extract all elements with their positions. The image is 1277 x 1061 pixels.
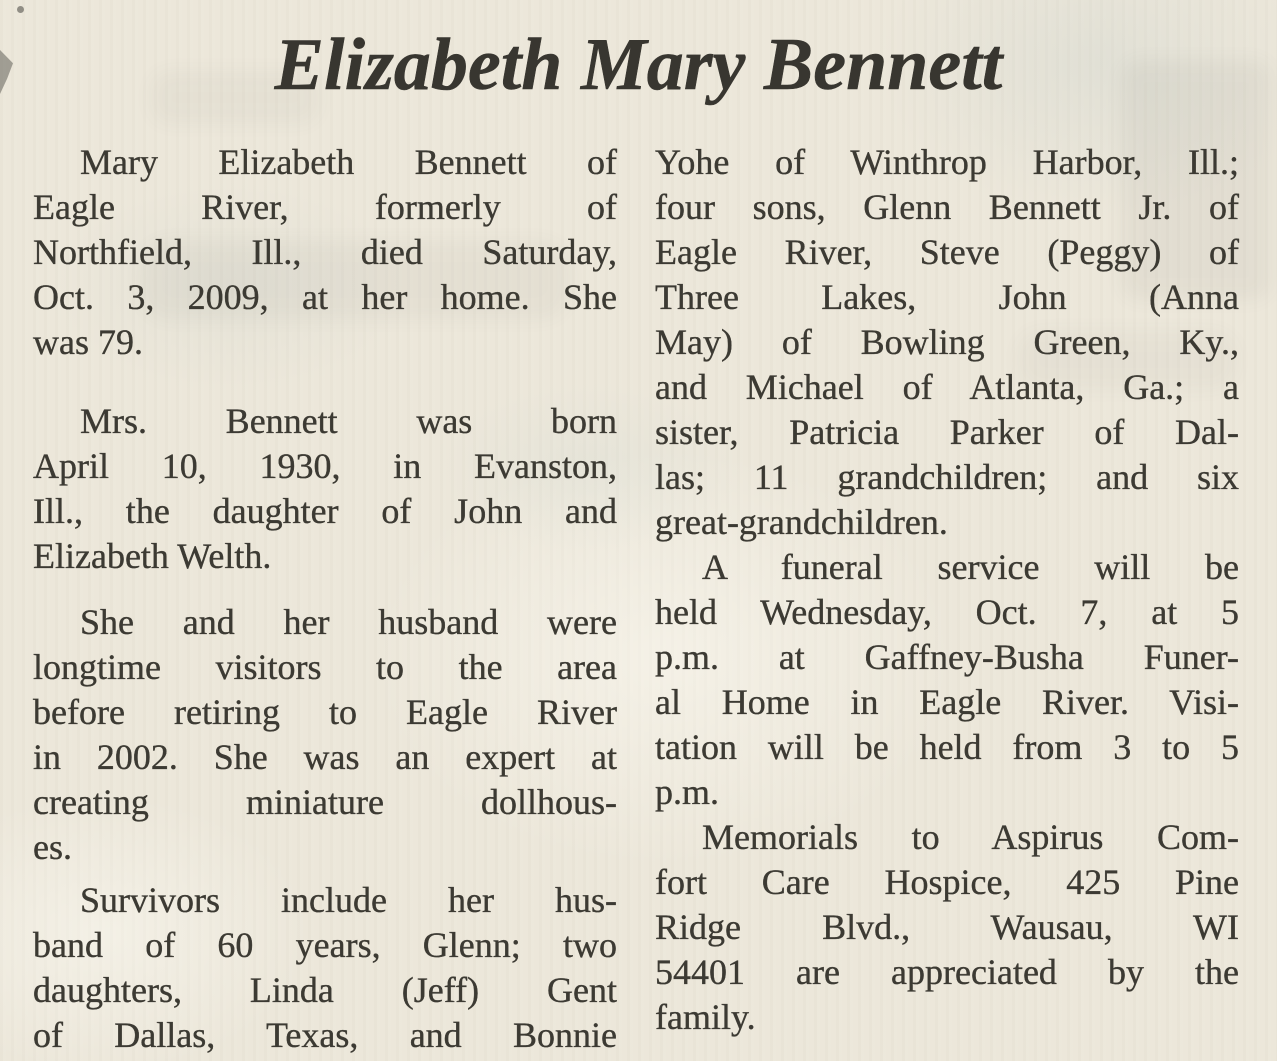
ink-speck <box>17 6 24 13</box>
text-line: Northfield, Ill., died Saturday, <box>33 232 617 272</box>
text-line: tation will be held from 3 to 5 <box>655 727 1239 767</box>
article-columns <box>33 140 1239 1058</box>
paragraph <box>33 140 617 365</box>
text-line: daughters, Linda (Jeff) Gent <box>33 970 617 1010</box>
obituary-headline: Elizabeth Mary Bennett <box>274 24 1003 106</box>
paragraph <box>33 878 617 1058</box>
text-line: held Wednesday, Oct. 7, at 5 <box>655 592 1239 632</box>
text-line: p.m. at Gaffney-Busha Funer- <box>655 637 1239 677</box>
column-right <box>655 140 1239 1058</box>
text-line: Mary Elizabeth Bennett of <box>80 142 617 182</box>
column-left <box>33 140 617 1058</box>
text-line: longtime visitors to the area <box>33 647 617 687</box>
text-line: Elizabeth Welth. <box>33 536 272 576</box>
paragraph <box>33 399 617 579</box>
text-line: Oct. 3, 2009, at her home. She <box>33 277 617 317</box>
text-line: Mrs. Bennett was born <box>80 401 617 441</box>
paragraph <box>655 815 1239 1040</box>
text-line: May) of Bowling Green, Ky., <box>655 322 1239 362</box>
paragraph <box>655 545 1239 815</box>
text-line: Ridge Blvd., Wausau, WI <box>655 907 1239 947</box>
text-line: in 2002. She was an expert at <box>33 737 617 777</box>
paragraph <box>655 140 1239 545</box>
text-line: and Michael of Atlanta, Ga.; a <box>655 367 1239 407</box>
text-line: band of 60 years, Glenn; two <box>33 925 617 965</box>
text-line: es. <box>33 827 72 867</box>
text-line: family. <box>655 997 756 1037</box>
text-line: Eagle River, formerly of <box>33 187 617 227</box>
text-line: Memorials to Aspirus Com- <box>702 817 1239 857</box>
text-line: of Dallas, Texas, and Bonnie <box>33 1015 617 1055</box>
text-line: She and her husband were <box>80 602 617 642</box>
text-line: was 79. <box>33 322 143 362</box>
text-line: las; 11 grandchildren; and six <box>655 457 1239 497</box>
text-line: fort Care Hospice, 425 Pine <box>655 862 1239 902</box>
text-line: four sons, Glenn Bennett Jr. of <box>655 187 1239 227</box>
text-line: before retiring to Eagle River <box>33 692 617 732</box>
text-line: Three Lakes, John (Anna <box>655 277 1239 317</box>
text-line: Ill., the daughter of John and <box>33 491 617 531</box>
paragraph <box>33 600 617 870</box>
text-line: April 10, 1930, in Evanston, <box>33 446 617 486</box>
text-line: sister, Patricia Parker of Dal- <box>655 412 1239 452</box>
text-line: creating miniature dollhous- <box>33 782 617 822</box>
text-line: A funeral service will be <box>702 547 1239 587</box>
text-line: 54401 are appreciated by the <box>655 952 1239 992</box>
text-line: p.m. <box>655 772 720 812</box>
text-line: great-grandchildren. <box>655 502 948 542</box>
text-line: Eagle River, Steve (Peggy) of <box>655 232 1239 272</box>
text-line: Survivors include her hus- <box>80 880 617 920</box>
text-line: Yohe of Winthrop Harbor, Ill.; <box>655 142 1239 182</box>
text-line: al Home in Eagle River. Visi- <box>655 682 1239 722</box>
